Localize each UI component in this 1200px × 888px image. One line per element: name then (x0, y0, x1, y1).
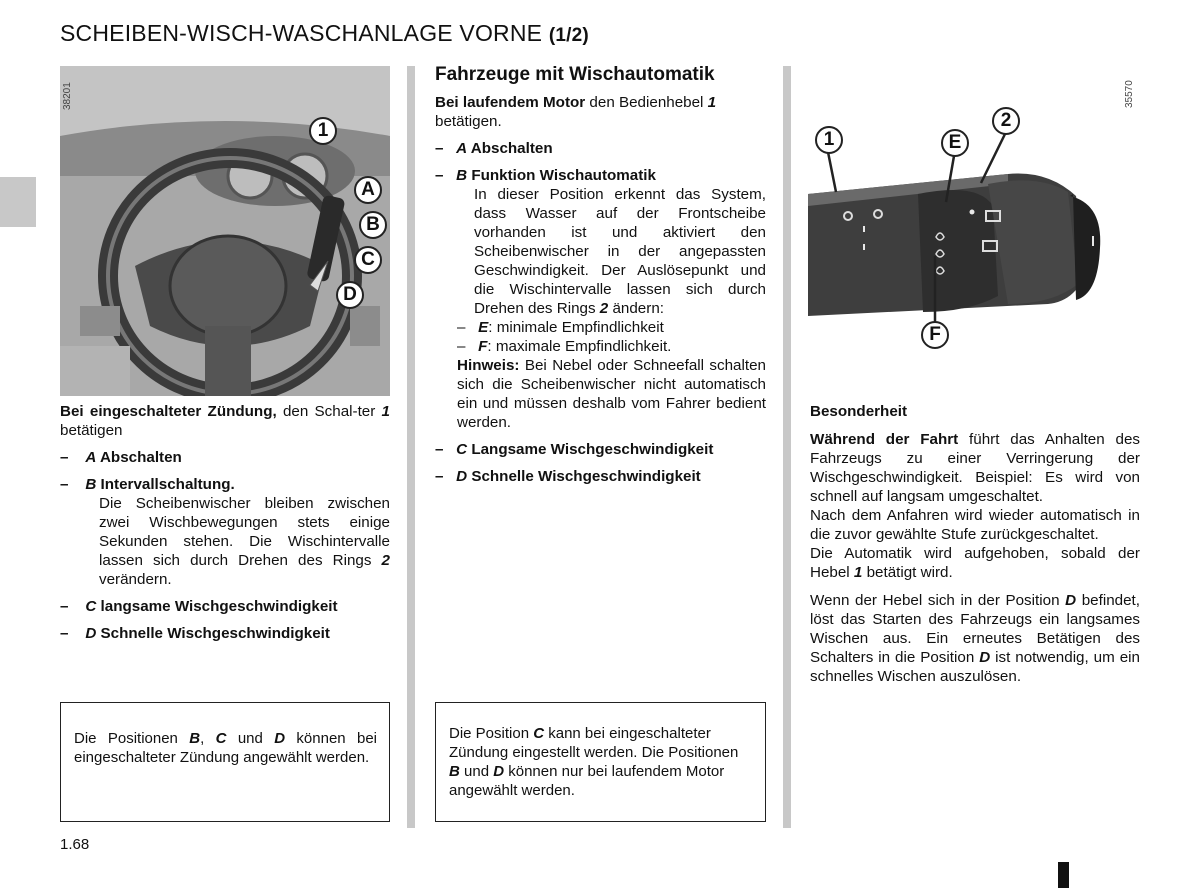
left-intro-bold: Bei eingeschalteter Zündung, (60, 403, 277, 420)
corner-mark (1058, 862, 1069, 888)
left-intro-num: 1 (381, 403, 390, 420)
wiper-stalk-image (808, 66, 1141, 366)
right-paragraph-1: Während der Fahrt führt das Anhalten des Fahrzeugs zu einer Verringerung der Wischgeschwindigkeit. Beispiel: Es wird von schnell auf langsam umgeschaltet. (810, 431, 1140, 505)
left-intro (60, 402, 390, 440)
right-column (810, 402, 1140, 686)
hint-text: Hinweis: Bei Nebel oder Schneefall schalten sich die Scheibenwischer nicht automatisch ein und müssen deshalb vom Fahrer bedient werden. (457, 357, 766, 431)
column-divider-left (407, 66, 415, 828)
list-item: – A Abschalten (435, 140, 553, 157)
left-intro-rest: den Schal-ter (276, 403, 382, 420)
list-item: – B Funktion Wischautomatik In dieser Position erkennt das System, dass Wasser auf der Frontscheibe vorhanden ist und aktiviert den Scheibenwischer in der angepassten Geschwindigkeit. Der Auslösepunkt und die Wischintervalle lassen sich durch Drehen des Rings 2 ändern: – E: minimale Empfindlichkeit – F: maximale Empfindlichkeit. Hinweis: Bei Nebel oder Schneefall schalten sich die Scheibenwischer nicht automatisch ein und müssen deshalb vom Fahrer bedient werden. (435, 167, 766, 431)
list-item: – D Schnelle Wischgeschwindigkeit (435, 468, 701, 485)
list-item: – B Intervallschaltung. Die Scheibenwischer bleiben zwischen zwei Wischbewegungen stets einige Sekunden stehen. Die Wischintervalle lassen sich durch Drehen des Rings 2 verändern. (60, 476, 390, 588)
right-heading: Besonderheit (810, 403, 908, 420)
label-c: C (354, 246, 382, 274)
label-b: B (359, 211, 387, 239)
label-d: D (336, 281, 364, 309)
label-1-right: 1 (815, 126, 843, 154)
steering-wheel-image (60, 66, 390, 396)
left-intro-end: betätigen (60, 422, 123, 439)
list-item-description: Die Scheibenwischer bleiben zwischen zwei Wischbewegungen stets einige Sekunden stehen. Die Wischintervalle lassen sich durch Drehen des Rings 2 verändern. (99, 495, 390, 588)
column-divider-right (783, 66, 791, 828)
list-item: – D Schnelle Wischgeschwindigkeit (60, 625, 330, 642)
sensitivity-e: – E: minimale Empfindlichkeit (457, 319, 664, 336)
right-paragraph-4: Wenn der Hebel sich in der Position D befindet, löst das Starten des Fahrzeugs ein langsames Wischen aus. Ein erneutes Betätigen des Schalters in die Position D ist notwendig, um ein schnelles Wischen auszulösen. (810, 592, 1140, 685)
left-column (60, 402, 390, 643)
section-tab (0, 177, 36, 227)
label-2: 2 (992, 107, 1020, 135)
page-number: 1.68 (60, 836, 90, 853)
title-suffix: (1/2) (548, 25, 589, 46)
label-a: A (354, 176, 382, 204)
middle-heading: Fahrzeuge mit Wischautomatik (435, 64, 715, 85)
middle-column (435, 63, 766, 486)
right-paragraph-2: Nach dem Anfahren wird wieder automatisch in die zuvor gewählte Stufe zurückgeschaltet. (810, 507, 1140, 543)
title-text: SCHEIBEN-WISCH-WASCHANLAGE VORNE (60, 20, 543, 46)
list-item: – A Abschalten (60, 449, 182, 466)
sensitivity-f: – F: maximale Empfindlichkeit. (457, 338, 672, 355)
label-f: F (921, 321, 949, 349)
list-item: – C Langsame Wischgeschwindigkeit (435, 441, 714, 458)
left-image-code: 38201 (62, 82, 73, 110)
list-item: – C langsame Wischgeschwindigkeit (60, 598, 338, 615)
page-title (60, 20, 589, 47)
left-note-box: Die Positionen B, C und D können bei eingeschalteter Zündung angewählt werden. (60, 702, 390, 822)
wiper-stalk-illustration (808, 66, 1141, 366)
steering-wheel-illustration (60, 66, 390, 396)
label-e: E (941, 129, 969, 157)
list-item-description: In dieser Position erkennt das System, dass Wasser auf der Frontscheibe vorhanden ist und aktiviert den Scheibenwischer in der angepassten Geschwindigkeit. Der Auslösepunkt und die Wischintervalle lassen sich durch Drehen des Rings 2 ändern: (474, 186, 766, 317)
right-paragraph-3: Die Automatik wird aufgehoben, sobald der Hebel 1 betätigt wird. (810, 545, 1140, 581)
middle-note-box: Die Position C kann bei eingeschalteter Zündung eingestellt werden. Die Positionen B und D können nur bei laufendem Motor angewählt werden. (435, 702, 766, 822)
right-image-code: 35570 (1124, 80, 1135, 108)
middle-intro: Bei laufendem Motor den Bedienhebel 1 betätigen. (435, 94, 717, 130)
label-1-left: 1 (309, 117, 337, 145)
